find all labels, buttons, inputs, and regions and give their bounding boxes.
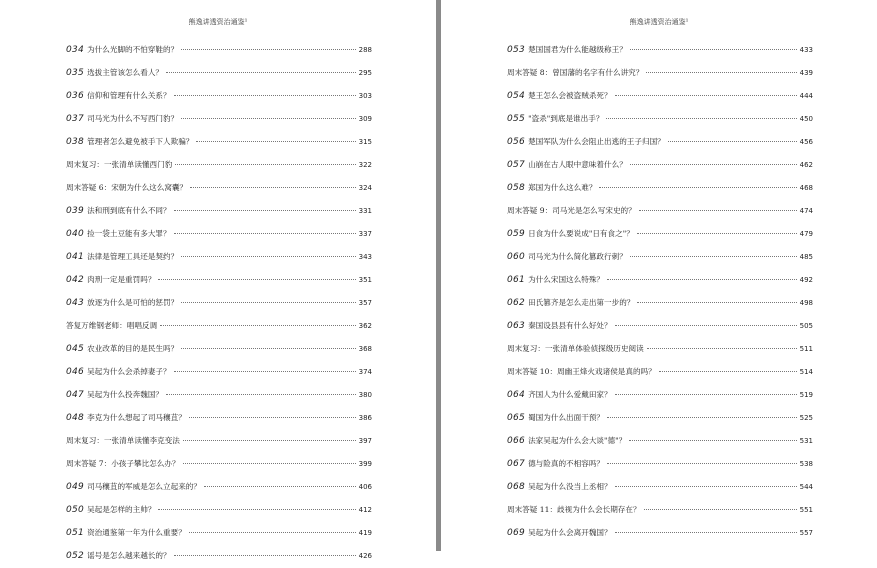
chapter-title: 法律是管理工具还是契约？ <box>87 252 179 261</box>
chapter-number: 056 <box>507 137 526 147</box>
page-number: 519 <box>799 391 813 399</box>
dot-leader <box>183 463 356 464</box>
dot-leader <box>615 394 797 395</box>
chapter-number: 048 <box>66 413 85 423</box>
chapter-title: 周末复习：一张清单体验侦探级历史阅读 <box>507 344 644 353</box>
toc-entry[interactable] <box>507 498 813 521</box>
chapter-number: 064 <box>507 390 526 400</box>
chapter-number: 039 <box>66 206 85 216</box>
chapter-title: 秦国设县县有什么好处？ <box>528 321 612 330</box>
dot-leader <box>175 164 355 165</box>
page-number: 511 <box>799 345 813 353</box>
page-number: 380 <box>358 391 372 399</box>
toc-entry[interactable] <box>507 268 813 291</box>
toc-entry[interactable] <box>66 130 372 153</box>
dot-leader <box>160 325 356 326</box>
page-number: 399 <box>358 460 372 468</box>
page-number: 525 <box>799 414 813 422</box>
chapter-number: 053 <box>507 45 526 55</box>
chapter-title: 楚国军队为什么会阻止出逃的王子归国？ <box>528 137 665 146</box>
page-number: 343 <box>358 253 372 261</box>
page-number: 498 <box>799 299 813 307</box>
dot-leader <box>607 463 797 464</box>
chapter-title: 周末答疑 11：歧视为什么会长期存在？ <box>507 505 641 514</box>
page-number: 309 <box>358 115 372 123</box>
chapter-title: 楚王怎么会被盗贼杀死？ <box>528 91 612 100</box>
dot-leader <box>639 210 797 211</box>
toc-entry[interactable] <box>66 452 372 475</box>
toc-entry[interactable] <box>66 337 372 360</box>
chapter-title: 周末答疑 6：宋朝为什么这么窝囊？ <box>66 183 188 192</box>
chapter-number: 038 <box>66 137 85 147</box>
toc-entry[interactable] <box>507 61 813 84</box>
toc-entry[interactable] <box>507 429 813 452</box>
toc-entry[interactable] <box>66 360 372 383</box>
page-number: 324 <box>358 184 372 192</box>
chapter-title: 捡一袋土豆能有多大罪？ <box>87 229 171 238</box>
toc-entry[interactable] <box>66 406 372 429</box>
chapter-number: 035 <box>66 68 85 78</box>
chapter-number: 047 <box>66 390 85 400</box>
dot-leader <box>204 486 356 487</box>
page-number: 462 <box>799 161 813 169</box>
toc-entry[interactable] <box>507 38 813 61</box>
page-number: 450 <box>799 115 813 123</box>
chapter-number: 037 <box>66 114 85 124</box>
page-number: 444 <box>799 92 813 100</box>
dot-leader <box>190 187 355 188</box>
toc-entry[interactable] <box>66 153 372 176</box>
dot-leader <box>158 509 355 510</box>
toc-entry[interactable] <box>507 130 813 153</box>
dot-leader <box>174 210 356 211</box>
dot-leader <box>174 233 356 234</box>
chapter-title: 楚国国君为什么能越级称王？ <box>528 45 627 54</box>
chapter-title: 吴起为什么会离开魏国？ <box>528 528 612 537</box>
dot-leader <box>181 348 355 349</box>
dot-leader <box>629 440 796 441</box>
chapter-title: 周末答疑 7：小孩子攀比怎么办？ <box>66 459 180 468</box>
page-number: 505 <box>799 322 813 330</box>
chapter-number: 069 <box>507 528 526 538</box>
chapter-number: 045 <box>66 344 85 354</box>
page-number: 295 <box>358 69 372 77</box>
toc-entry[interactable] <box>507 360 813 383</box>
dot-leader <box>646 72 796 73</box>
dot-leader <box>659 371 797 372</box>
chapter-number: 050 <box>66 505 85 515</box>
chapter-number: 061 <box>507 275 526 285</box>
dot-leader <box>166 72 356 73</box>
toc-entry[interactable] <box>66 222 372 245</box>
chapter-number: 060 <box>507 252 526 262</box>
toc-entry[interactable] <box>507 291 813 314</box>
page-number: 303 <box>358 92 372 100</box>
dot-leader <box>181 118 355 119</box>
page-number: 374 <box>358 368 372 376</box>
chapter-number: 062 <box>507 298 526 308</box>
chapter-number: 065 <box>507 413 526 423</box>
page-number: 357 <box>358 299 372 307</box>
chapter-title: 德与险真的不相容吗？ <box>528 459 605 468</box>
page-header: 熊逸讲透资治通鉴¹ <box>629 18 689 26</box>
toc-entry[interactable] <box>507 452 813 475</box>
chapter-number: 040 <box>66 229 85 239</box>
chapter-number: 067 <box>507 459 526 469</box>
chapter-title: 为什么光脚的不怕穿鞋的？ <box>87 45 179 54</box>
page-number: 351 <box>358 276 372 284</box>
chapter-title: 答复万维钢老师：唱唱反调 <box>66 321 158 330</box>
page-number: 474 <box>799 207 813 215</box>
chapter-title: 肉刑一定是重罚吗？ <box>87 275 156 284</box>
chapter-number: 042 <box>66 275 85 285</box>
dot-leader <box>630 164 797 165</box>
table-of-contents <box>66 38 372 567</box>
dot-leader <box>196 141 355 142</box>
page-number: 331 <box>358 207 372 215</box>
dot-leader <box>599 187 796 188</box>
chapter-number: 043 <box>66 298 85 308</box>
dot-leader <box>630 256 797 257</box>
chapter-title: 吴起是怎样的主帅？ <box>87 505 156 514</box>
chapter-number: 068 <box>507 482 526 492</box>
page-number: 439 <box>799 69 813 77</box>
chapter-title: 管理者怎么避免被手下人欺骗？ <box>87 137 194 146</box>
toc-entry[interactable] <box>66 429 372 452</box>
toc-entry[interactable] <box>507 199 813 222</box>
dot-leader <box>668 141 797 142</box>
chapter-number: 052 <box>66 551 85 561</box>
page-number: 433 <box>799 46 813 54</box>
toc-entry[interactable] <box>66 291 372 314</box>
toc-entry[interactable] <box>507 521 813 544</box>
dot-leader <box>189 417 356 418</box>
chapter-number: 046 <box>66 367 85 377</box>
chapter-title: 齐国人为什么爱戴田家？ <box>528 390 612 399</box>
chapter-title: "盗杀"到底是谁出手？ <box>528 114 604 123</box>
toc-entry[interactable] <box>66 245 372 268</box>
chapter-title: 放逐为什么是可怕的惩罚？ <box>87 298 179 307</box>
chapter-title: 信仰和管理有什么关系？ <box>87 91 171 100</box>
page-number: 315 <box>358 138 372 146</box>
chapter-title: 农业改革的目的是民生吗？ <box>87 344 179 353</box>
toc-entry[interactable] <box>66 475 372 498</box>
toc-entry[interactable] <box>66 314 372 337</box>
toc-entry[interactable] <box>507 337 813 360</box>
toc-entry[interactable] <box>507 475 813 498</box>
chapter-title: 日食为什么要说成"日有食之"？ <box>528 229 634 238</box>
toc-entry[interactable] <box>507 153 813 176</box>
chapter-number: 058 <box>507 183 526 193</box>
dot-leader <box>183 440 356 441</box>
dot-leader <box>644 509 797 510</box>
chapter-number: 049 <box>66 482 85 492</box>
chapter-title: 法和刑到底有什么不同？ <box>87 206 171 215</box>
page-number: 406 <box>358 483 372 491</box>
dot-leader <box>637 233 797 234</box>
dot-leader <box>615 325 797 326</box>
dot-leader <box>637 302 796 303</box>
toc-entry[interactable] <box>507 107 813 130</box>
chapter-title: 郑国为什么这么难？ <box>528 183 597 192</box>
page-number: 368 <box>358 345 372 353</box>
left-page <box>0 0 436 561</box>
chapter-number: 055 <box>507 114 526 124</box>
page-number: 544 <box>799 483 813 491</box>
page-number: 322 <box>358 161 372 169</box>
chapter-title: 司马光为什么不写西门豹？ <box>87 114 179 123</box>
chapter-title: 资治通鉴第一年为什么重要？ <box>87 528 186 537</box>
toc-entry[interactable] <box>507 406 813 429</box>
dot-leader <box>630 49 797 50</box>
chapter-title: 山崩在古人眼中意味着什么？ <box>528 160 627 169</box>
dot-leader <box>607 279 797 280</box>
toc-entry[interactable] <box>66 107 372 130</box>
chapter-number: 059 <box>507 229 526 239</box>
dot-leader <box>606 118 796 119</box>
page-number: 514 <box>799 368 813 376</box>
toc-entry[interactable] <box>66 176 372 199</box>
chapter-number: 051 <box>66 528 85 538</box>
chapter-title: 选拔主管该怎么看人？ <box>87 68 164 77</box>
page-number: 557 <box>799 529 813 537</box>
chapter-number: 036 <box>66 91 85 101</box>
chapter-number: 041 <box>66 252 85 262</box>
toc-entry[interactable] <box>507 245 813 268</box>
toc-entry[interactable] <box>66 38 372 61</box>
toc-entry[interactable] <box>66 84 372 107</box>
dot-leader <box>615 95 797 96</box>
chapter-title: 田氏篡齐是怎么走出第一步的？ <box>528 298 635 307</box>
toc-entry[interactable] <box>507 383 813 406</box>
toc-entry[interactable] <box>66 498 372 521</box>
dot-leader <box>181 256 355 257</box>
page-number: 426 <box>358 552 372 560</box>
toc-entry[interactable] <box>66 521 372 544</box>
page-header: 熊逸讲透资治通鉴¹ <box>188 18 248 26</box>
chapter-title: 周末复习：一张清单读懂李克变法 <box>66 436 180 445</box>
chapter-title: 吴起为什么会杀掉妻子？ <box>87 367 171 376</box>
toc-entry[interactable] <box>66 199 372 222</box>
page-number: 419 <box>358 529 372 537</box>
chapter-title: 周末复习：一张清单读懂西门豹 <box>66 160 173 169</box>
chapter-title: 周末答疑 10：周幽王烽火戏诸侯是真的吗？ <box>507 367 656 376</box>
page-number: 531 <box>799 437 813 445</box>
dot-leader <box>158 279 355 280</box>
toc-entry[interactable] <box>66 268 372 291</box>
dot-leader <box>647 348 797 349</box>
toc-entry[interactable] <box>507 84 813 107</box>
page-number: 479 <box>799 230 813 238</box>
page-number: 337 <box>358 230 372 238</box>
chapter-title: 周末答疑 9：司马光是怎么写宋史的？ <box>507 206 636 215</box>
dot-leader <box>174 371 356 372</box>
toc-entry[interactable] <box>507 222 813 245</box>
chapter-number: 066 <box>507 436 526 446</box>
page-number: 386 <box>358 414 372 422</box>
chapter-title: 吴起为什么没当上丞相？ <box>528 482 612 491</box>
dot-leader <box>189 532 356 533</box>
page-number: 397 <box>358 437 372 445</box>
page-number: 456 <box>799 138 813 146</box>
dot-leader <box>174 555 356 556</box>
page-number: 485 <box>799 253 813 261</box>
chapter-title: 为什么宋国这么特殊？ <box>528 275 605 284</box>
page-number: 551 <box>799 506 813 514</box>
chapter-number: 063 <box>507 321 526 331</box>
chapter-number: 057 <box>507 160 526 170</box>
dot-leader <box>615 532 797 533</box>
dot-leader <box>174 95 356 96</box>
page-number: 412 <box>358 506 372 514</box>
chapter-title: 法家吴起为什么会大谈"德"？ <box>528 436 627 445</box>
table-of-contents <box>507 38 813 544</box>
page-number: 468 <box>799 184 813 192</box>
chapter-title: 司马光为什么简化篡政行刺？ <box>528 252 627 261</box>
right-page <box>441 0 877 551</box>
dot-leader <box>181 49 355 50</box>
dot-leader <box>607 417 797 418</box>
page-number: 288 <box>358 46 372 54</box>
toc-entry[interactable] <box>507 314 813 337</box>
chapter-title: 司马穰苴的军威是怎么立起来的？ <box>87 482 201 491</box>
toc-entry[interactable] <box>507 176 813 199</box>
page-number: 492 <box>799 276 813 284</box>
toc-entry[interactable] <box>66 61 372 84</box>
toc-entry[interactable] <box>66 383 372 406</box>
page-number: 362 <box>358 322 372 330</box>
chapter-title: 蜀国为什么出面干预？ <box>528 413 605 422</box>
toc-entry[interactable] <box>66 544 372 567</box>
dot-leader <box>181 302 355 303</box>
page-number: 538 <box>799 460 813 468</box>
chapter-title: 吴起为什么投奔魏国？ <box>87 390 164 399</box>
chapter-number: 034 <box>66 45 85 55</box>
chapter-number: 054 <box>507 91 526 101</box>
dot-leader <box>615 486 797 487</box>
chapter-title: 谣号是怎么越来越长的？ <box>87 551 171 560</box>
chapter-title: 李克为什么想起了司马穰苴？ <box>87 413 186 422</box>
chapter-title: 周末答疑 8：曾国藩的名字有什么讲究？ <box>507 68 644 77</box>
dot-leader <box>166 394 356 395</box>
